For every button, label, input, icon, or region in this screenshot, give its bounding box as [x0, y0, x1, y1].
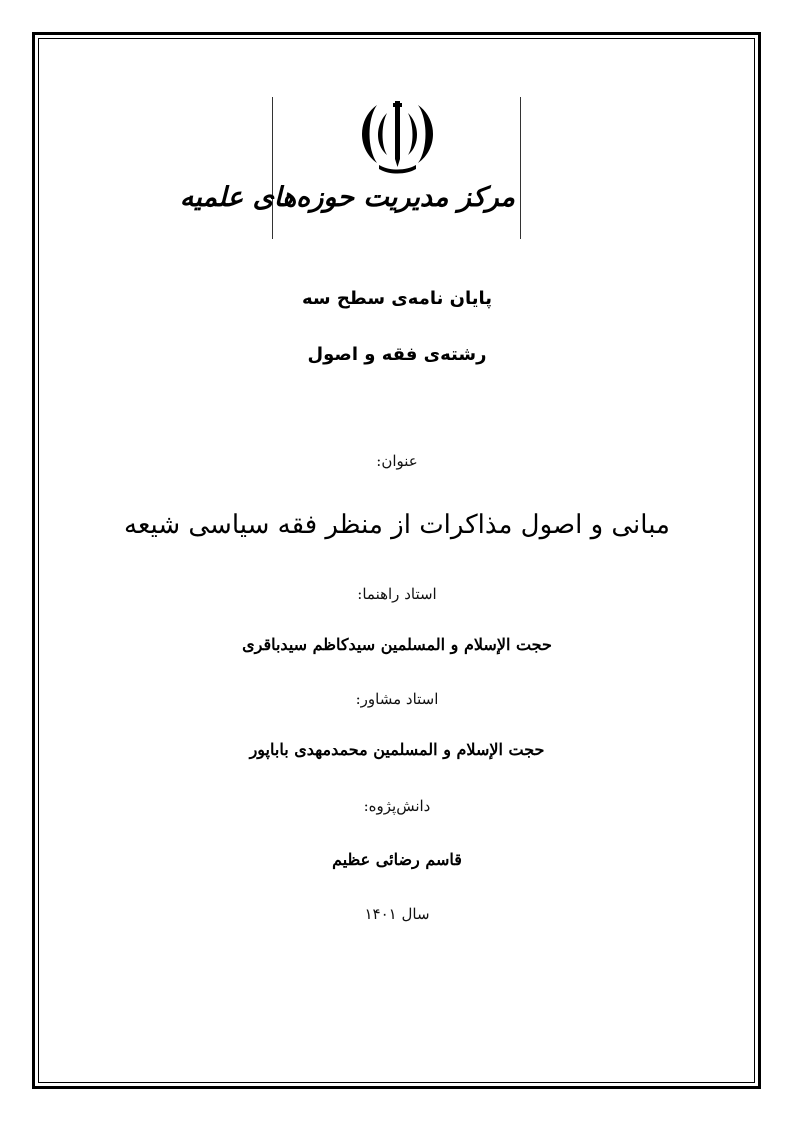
logo-divider-right [520, 97, 521, 239]
researcher-label: دانش‌پژوه: [363, 797, 431, 815]
thesis-year: سال ۱۴۰۱ [364, 905, 430, 923]
iran-emblem-icon [355, 97, 440, 177]
organization-name: مرکز مدیریت حوزه‌های علمیه [179, 182, 515, 213]
thesis-field: رشته‌ی فقه و اصول [307, 344, 487, 365]
supervisor-name: حجت الإسلام و المسلمین سیدکاظم سیدباقری [242, 635, 552, 654]
thesis-title: مبانی و اصول مذاکرات از منظر فقه سیاسی شیعه [124, 510, 670, 540]
logo-divider-left [272, 97, 273, 239]
thesis-level: پایان نامه‌ی سطح سه [301, 288, 493, 309]
supervisor-label: استاد راهنما: [357, 585, 437, 603]
advisor-label: استاد مشاور: [355, 690, 439, 708]
title-label: عنوان: [376, 452, 418, 470]
researcher-name: قاسم رضائی عظیم [332, 850, 462, 869]
advisor-name: حجت الإسلام و المسلمین محمدمهدی باباپور [249, 740, 545, 759]
